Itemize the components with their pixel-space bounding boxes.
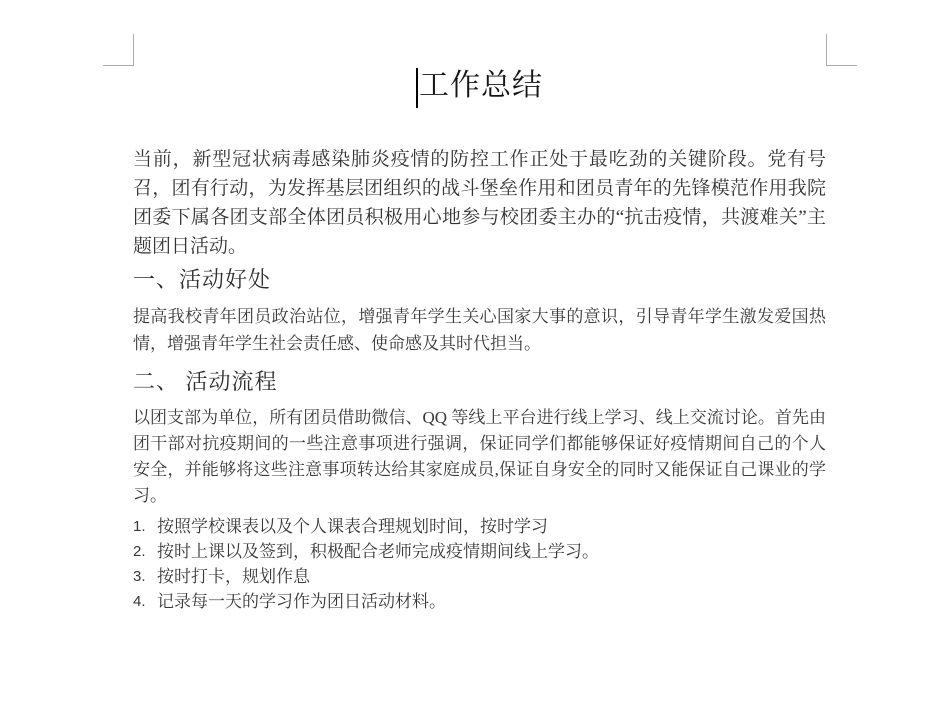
list-item-number: 3. bbox=[133, 568, 146, 585]
section1-heading[interactable]: 一、活动好处 bbox=[133, 267, 272, 292]
section2-paragraph[interactable]: 以团支部为单位，所有团员借助微信、QQ 等线上平台进行线上学习、线上交流讨论。首先由团干部对抗疫期间的一些注意事项进行强调，保证同学们都能够保证好疫情期间自己的个人安全，并能够将这些注意事项转达给其家庭成员,保证自身安全的同时又能保证自己课业的学习。 bbox=[133, 408, 826, 505]
list-item-text: 按时上课以及签到，积极配合老师完成疫情期间线上学习。 bbox=[157, 542, 599, 561]
list-item-number: 2. bbox=[133, 543, 146, 560]
list-item[interactable] bbox=[133, 514, 826, 539]
document-title-row[interactable] bbox=[133, 64, 826, 108]
section2-heading[interactable]: 二、 活动流程 bbox=[133, 369, 278, 394]
list-item[interactable] bbox=[133, 589, 826, 614]
list-item-text: 记录每一天的学习作为团日活动材料。 bbox=[157, 592, 446, 611]
list-item[interactable] bbox=[133, 564, 826, 589]
margin-crop-mark-top-left bbox=[103, 34, 134, 66]
list-item-number: 4. bbox=[133, 593, 146, 610]
document-body[interactable] bbox=[133, 138, 826, 614]
text-cursor bbox=[416, 68, 418, 108]
step-list[interactable] bbox=[133, 514, 826, 614]
list-item-text: 按照学校课表以及个人课表合理规划时间，按时学习 bbox=[157, 517, 548, 536]
document-title[interactable]: 工作总结 bbox=[419, 69, 543, 102]
list-item-text: 按时打卡，规划作息 bbox=[157, 567, 310, 586]
list-item-number: 1. bbox=[133, 518, 146, 535]
intro-paragraph[interactable]: 当前，新型冠状病毒感染肺炎疫情的防控工作正处于最吃劲的关键阶段。党有号召，团有行动，为发挥基层团组织的战斗堡垒作用和团员青年的先锋模范作用我院团委下属各团支部全体团员积极用心地参与校团委主办的“抗击疫情，共渡难关”主题团日活动。 bbox=[133, 149, 826, 257]
margin-crop-mark-top-right bbox=[826, 34, 857, 66]
list-item[interactable] bbox=[133, 539, 826, 564]
section1-paragraph[interactable]: 提高我校青年团员政治站位，增强青年学生关心国家大事的意识，引导青年学生激发爱国热情，增强青年学生社会责任感、使命感及其时代担当。 bbox=[133, 307, 826, 353]
